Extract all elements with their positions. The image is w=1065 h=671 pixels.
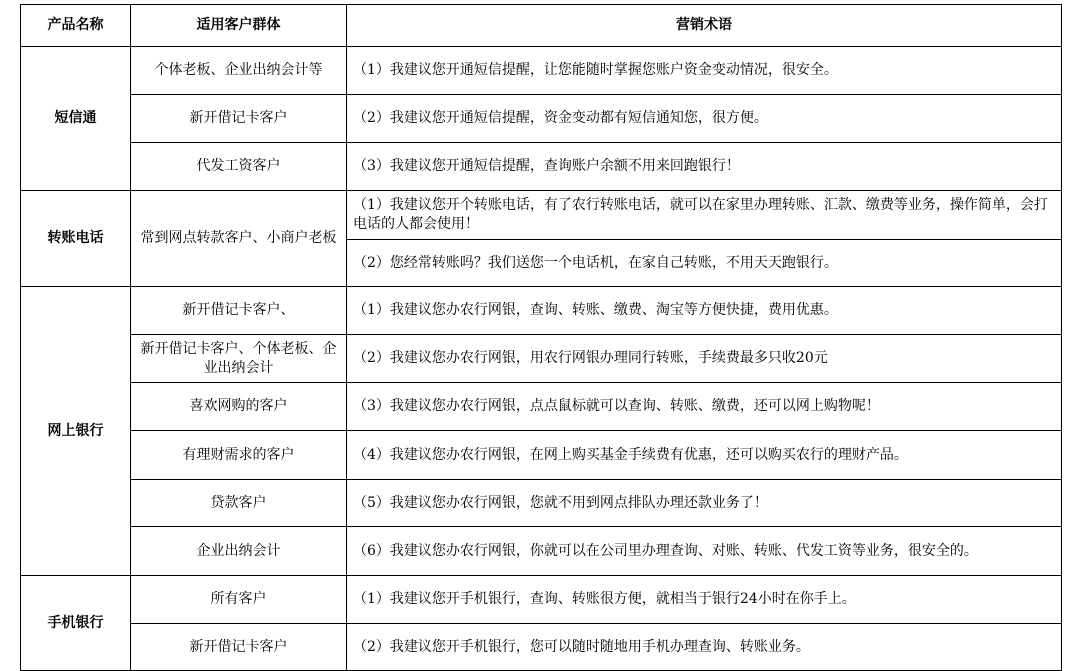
- table-row: [21, 624, 1062, 671]
- table-row: [21, 191, 1062, 240]
- customer-cell: 新开借记卡客户、个体老板、企业出纳会计: [131, 335, 347, 383]
- table-row: [21, 576, 1062, 624]
- customer-cell: 有理财需求的客户: [131, 431, 347, 480]
- script-cell: （1）我建议您办农行网银，查询、转账、缴费、淘宝等方便快捷，费用优惠。: [347, 287, 1062, 335]
- customer-cell: 代发工资客户: [131, 143, 347, 191]
- table-row: [21, 335, 1062, 383]
- customer-cell: 新开借记卡客户: [131, 95, 347, 143]
- header-script: 营销术语: [347, 5, 1062, 47]
- customer-cell: 企业出纳会计: [131, 527, 347, 576]
- header-product: 产品名称: [21, 5, 131, 47]
- customer-cell: 新开借记卡客户、: [131, 287, 347, 335]
- customer-cell: 新开借记卡客户: [131, 624, 347, 671]
- script-cell: （5）我建议您办农行网银，您就不用到网点排队办理还款业务了！: [347, 480, 1062, 527]
- script-cell: （2）我建议您开通短信提醒，资金变动都有短信通知您，很方便。: [347, 95, 1062, 143]
- customer-cell: 所有客户: [131, 576, 347, 624]
- header-row: [21, 5, 1062, 47]
- script-cell: （6）我建议您办农行网银，你就可以在公司里办理查询、对账、转账、代发工资等业务，很安全的。: [347, 527, 1062, 576]
- table-row: [21, 95, 1062, 143]
- script-cell: （1）我建议您开通短信提醒，让您能随时掌握您账户资金变动情况，很安全。: [347, 47, 1062, 95]
- table-row: [21, 383, 1062, 431]
- script-cell: （3）我建议您办农行网银，点点鼠标就可以查询、转账、缴费，还可以网上购物呢！: [347, 383, 1062, 431]
- table-row: [21, 527, 1062, 576]
- table-row: [21, 431, 1062, 480]
- table-row: [21, 480, 1062, 527]
- product-name-online-banking: 网上银行: [21, 287, 131, 576]
- marketing-script-table: [20, 4, 1062, 671]
- customer-cell: 个体老板、企业出纳会计等: [131, 47, 347, 95]
- customer-cell: 常到网点转款客户、小商户老板: [131, 191, 347, 287]
- header-customer: 适用客户群体: [131, 5, 347, 47]
- table-row: [21, 287, 1062, 335]
- table-row: [21, 47, 1062, 95]
- product-name-mobile-banking: 手机银行: [21, 576, 131, 671]
- script-cell: （1）我建议您开个转账电话，有了农行转账电话，就可以在家里办理转账、汇款、缴费等业务，操作简单，会打电话的人都会使用！: [347, 191, 1062, 240]
- script-cell: （4）我建议您办农行网银，在网上购买基金手续费有优惠，还可以购买农行的理财产品。: [347, 431, 1062, 480]
- script-cell: （2）我建议您办农行网银，用农行网银办理同行转账，手续费最多只收20元: [347, 335, 1062, 383]
- script-cell: （3）我建议您开通短信提醒，查询账户余额不用来回跑银行！: [347, 143, 1062, 191]
- script-cell: （1）我建议您开手机银行，查询、转账很方便，就相当于银行24小时在你手上。: [347, 576, 1062, 624]
- customer-cell: 喜欢网购的客户: [131, 383, 347, 431]
- script-cell: （2）您经常转账吗？我们送您一个电话机，在家自己转账，不用天天跑银行。: [347, 240, 1062, 287]
- table-row: [21, 143, 1062, 191]
- product-name-sms: 短信通: [21, 47, 131, 191]
- product-name-transfer-phone: 转账电话: [21, 191, 131, 287]
- customer-cell: 贷款客户: [131, 480, 347, 527]
- script-cell: （2）我建议您开手机银行，您可以随时随地用手机办理查询、转账业务。: [347, 624, 1062, 671]
